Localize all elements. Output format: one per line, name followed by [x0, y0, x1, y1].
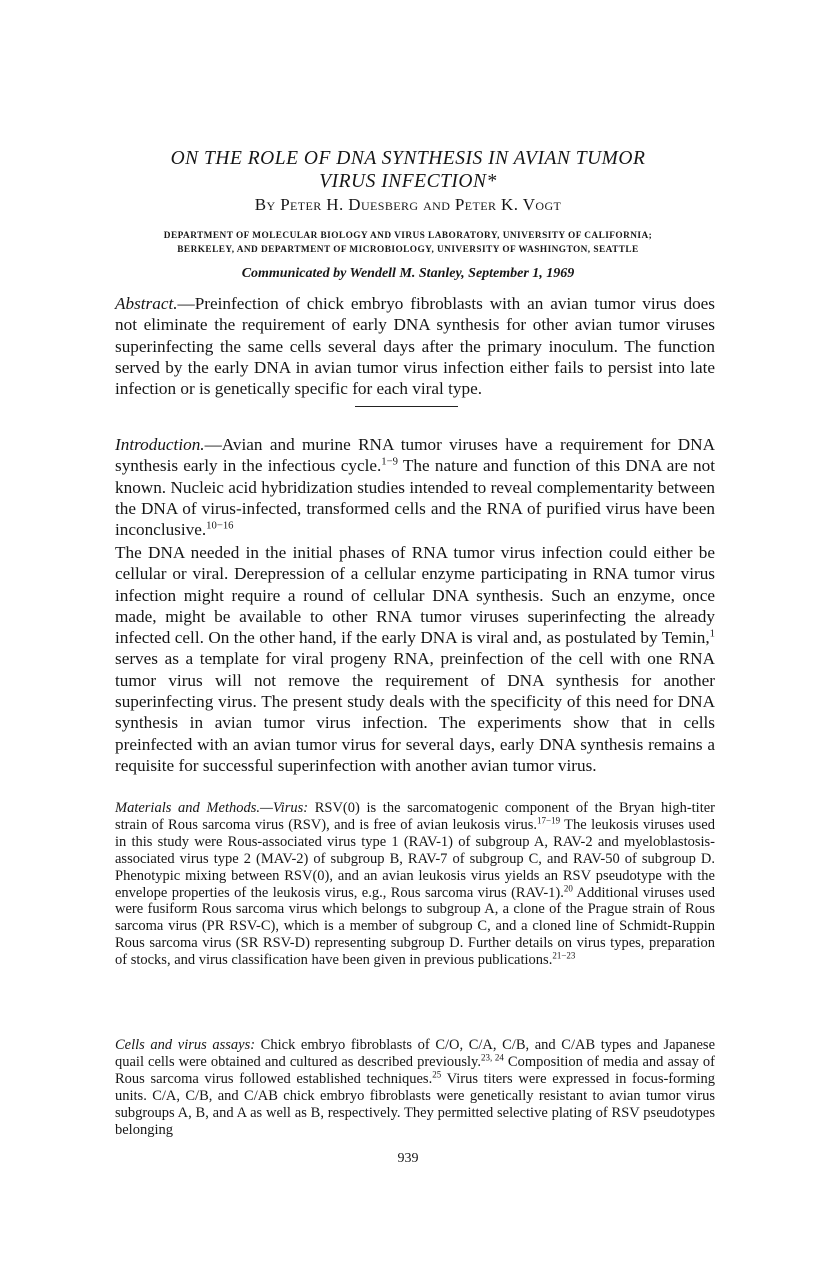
introduction-paragraph — [115, 434, 715, 540]
communicated-line: Communicated by Wendell M. Stanley, September 1, 1969 — [241, 266, 575, 281]
body-paragraph-2 — [115, 542, 715, 776]
abstract-lead: Abstract. — [115, 294, 178, 313]
introduction-lead: Introduction. — [115, 435, 205, 454]
cells-text-3: Virus titers were expressed in focus-forming units. C/A, C/B, and C/AB chick embryo fibroblasts were genetically resistant to avian tumor virus subgroups A, B, and A as well as B, respectively. They permitted selective plating of RSV pseudotypes belonging — [115, 1070, 716, 1138]
byline-authors: Peter H. Duesberg and Peter K. Vogt — [280, 195, 562, 214]
para2-ref-1: 1 — [709, 628, 715, 640]
cells-lead: Cells and virus assays: — [115, 1037, 256, 1053]
cells-text-1: Chick embryo fibroblasts of C/O, C/A, C/B, and C/AB types and Japanese quail cells were obtained and cultured as described previously. — [115, 1037, 716, 1070]
methods-text-2: The leukosis viruses used in this study were Rous-associated virus type 1 (RAV-1) of subgroup A, RAV-2 and myeloblastosis-associated virus type 2 (MAV-2) of subgroup B, RAV-7 of subgroup C, and RAV-50 of subgroup D. Phenotypic mixing between RSV(0), and an avian leukosis virus yields an RSV pseudotype with the envelope properties of the leukosis virus, e.g., Rous sarcoma virus (RAV-1). — [115, 816, 715, 901]
para2-text-1: The DNA needed in the initial phases of RNA tumor virus infection could either be cellular or viral. Derepression of a cellular enzyme participating in RNA tumor virus infection might require a round of cellular DNA synthesis. Such an enzyme, once made, might be available to other RNA tumor viruses superinfecting the already infected cell. On the other hand, if the early DNA is viral and, as postulated by Temin, — [115, 543, 715, 648]
introduction-text-2: The nature and function of this DNA are not known. Nucleic acid hybridization studies intended to reveal complementarity between the DNA of virus-infected, transformed cells and the RNA of purified virus have been inconclusive. — [115, 456, 715, 540]
paper-title — [100, 147, 716, 193]
abstract-text: —Preinfection of chick embryo fibroblasts with an avian tumor virus does not eliminate the requirement of early DNA synthesis for other avian tumor viruses superinfecting the same cells several days after the primary inoculum. The function served by the early DNA in avian tumor virus infection either fails to persist into late infection or is genetically specific for each viral type. — [115, 294, 715, 399]
methods-ref-1: 17−19 — [537, 815, 561, 826]
introduction-text-1: —Avian and murine RNA tumor viruses have a requirement for DNA synthesis early in the infectious cycle. — [115, 435, 715, 476]
cells-ref-1: 23, 24 — [480, 1052, 504, 1063]
affiliation-line-2: BERKELEY, AND DEPARTMENT OF MICROBIOLOGY, UNIVERSITY OF WASHINGTON, SEATTLE — [177, 245, 639, 255]
methods-text-1: RSV(0) is the sarcomatogenic component of the Bryan high-titer strain of Rous sarcoma virus (RSV), and is free of avian leukosis virus. — [115, 800, 715, 833]
abstract — [115, 293, 715, 399]
methods-ref-3: 21−23 — [552, 950, 576, 961]
byline — [100, 195, 716, 215]
affiliation — [110, 229, 706, 257]
para2-text-2: serves as a template for viral progeny RNA, preinfection of the cell with one RNA tumor virus will not remove the requirement of DNA synthesis for another superinfecting virus. The present study deals with the specificity of this need for DNA synthesis in avian tumor virus infection. The experiments show that in cells preinfected with an avian tumor virus for several days, early DNA synthesis remains a requisite for successful superinfection with another avian tumor virus. — [115, 649, 715, 775]
methods-paragraph — [115, 800, 715, 969]
introduction-ref-2: 10−16 — [206, 520, 234, 532]
section-divider — [355, 406, 458, 407]
methods-ref-2: 20 — [563, 883, 573, 894]
cells-ref-2: 25 — [432, 1069, 442, 1080]
methods-text-3: Additional viruses used were fusiform Rous sarcoma virus which belongs to subgroup A, a clone of the Prague strain of Rous sarcoma virus (PR RSV-C), which is a member of subgroup C, and a cloned line of Schmidt-Ruppin Rous sarcoma virus (SR RSV-D) representing subgroup D. Further details on virus types, preparation of stocks, and virus classification have been given in previous publications. — [115, 884, 716, 969]
methods-lead: Materials and Methods.—Virus: — [115, 800, 309, 816]
introduction-ref-1: 1−9 — [381, 456, 398, 468]
affiliation-line-1: DEPARTMENT OF MOLECULAR BIOLOGY AND VIRUS LABORATORY, UNIVERSITY OF CALIFORNIA; — [163, 231, 653, 241]
title-line-1: ON THE ROLE OF DNA SYNTHESIS IN AVIAN TUMOR — [170, 148, 646, 169]
cells-paragraph — [115, 1037, 715, 1138]
title-line-2: VIRUS INFECTION* — [319, 171, 497, 192]
page-number: 939 — [397, 1151, 419, 1166]
cells-text-2: Composition of media and assay of Rous sarcoma virus followed established techniques. — [115, 1053, 715, 1087]
byline-by: By — [254, 195, 276, 214]
